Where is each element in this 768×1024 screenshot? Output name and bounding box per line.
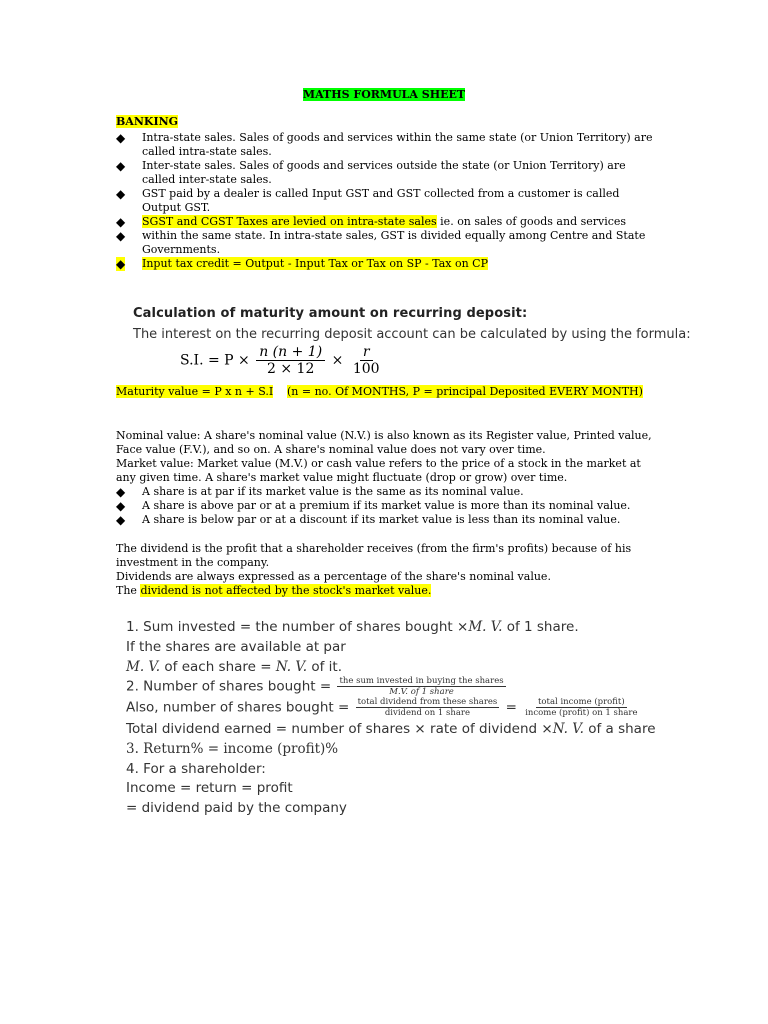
formula-par-note: If the shares are available at par: [126, 639, 346, 655]
diamond-bullet-icon: ◆: [116, 159, 126, 173]
dividend-paragraph: The dividend is the profit that a shareholder receives (from the firm's profits) because of his investment in the company.: [116, 542, 632, 569]
diamond-bullet-icon: ◆: [116, 187, 126, 201]
list-item: ◆ A share is at par if its market value is the same as its nominal value.: [116, 485, 524, 499]
diamond-bullet-icon: ◆: [116, 131, 126, 145]
fraction: [350, 344, 383, 377]
dividend-market-line: The dividend is not affected by the stock's market value.: [116, 584, 432, 597]
maturity-note: (n = no. Of MONTHS, P = principal Deposited EVERY MONTH): [287, 385, 643, 398]
fraction: [256, 344, 325, 377]
list-item: ◆ A share is above par or at a premium if its market value is more than its nominal value.: [116, 499, 631, 513]
diamond-bullet-icon: ◆: [116, 485, 126, 499]
formula-mv-equals-nv: M. V. of each share = N. V. of it.: [126, 659, 343, 675]
maturity-formula: Maturity value = P x n + S.I: [116, 385, 274, 398]
list-item: ◆ A share is below par or at a discount if its market value is less than its nominal value.: [116, 513, 621, 527]
banking-bullet-list: [116, 131, 656, 271]
page-title: MATHS FORMULA SHEET: [302, 88, 466, 101]
diamond-bullet-icon: ◆: [116, 215, 126, 229]
rd-heading: Calculation of maturity amount on recurring deposit:: [133, 306, 528, 321]
dividend-percentage-line: Dividends are always expressed as a percentage of the share's nominal value.: [116, 570, 551, 583]
list-item: ◆ Inter-state sales. Sales of goods and services outside the state (or Union Territory) are called inter-state sales.: [116, 159, 626, 186]
diamond-bullet-icon: ◆: [116, 229, 126, 243]
formula-total-dividend: Total dividend earned = number of shares × rate of dividend ×N. V. of a share: [126, 721, 656, 737]
diamond-bullet-icon: ◆: [116, 257, 126, 271]
par-bullet-list: [116, 485, 656, 527]
fraction: $\frac{\text{the sum invested in buying the shares}}{\text{M.V. of 1 share}}$: [339, 676, 504, 697]
formula-shares-bought-alt: Also, number of shares bought = $\frac{\text{total dividend from these shares}}{\text{dividend on 1 share}}$ = $\frac{\text{total income (profit)}}{\text{income (profit) on 1 share}}$: [126, 697, 638, 718]
fraction-denominator: 2 × 12: [267, 361, 315, 377]
si-lhs: S.I. = P ×: [180, 352, 250, 369]
fraction-numerator: n (n + 1): [256, 344, 325, 361]
list-item: ◆ Intra-state sales. Sales of goods and services within the same state (or Union Territory) are called intra-state sales.: [116, 131, 653, 158]
si-formula: [180, 344, 385, 377]
list-item: ◆ within the same state. In intra-state sales, GST is divided equally among Centre and State Governments.: [116, 229, 646, 256]
diamond-bullet-icon: ◆: [116, 499, 126, 513]
section-heading-banking: BANKING: [116, 115, 179, 128]
diamond-bullet-icon: ◆: [116, 513, 126, 527]
fraction: $\frac{\text{total income (profit)}}{\text{income (profit) on 1 share}}$: [525, 697, 638, 718]
fraction: $\frac{\text{total dividend from these shares}}{\text{dividend on 1 share}}$: [357, 697, 498, 718]
formula-shares-bought: 2. Number of shares bought = $\frac{\text{the sum invested in buying the shares}}{\text{M.V. of 1 share}}$: [126, 676, 504, 697]
nominal-value-paragraph: Nominal value: A share's nominal value (N.V.) is also known as its Register value, Printed value, Face value (F.V.), and so on. A share's nominal value does not vary over time.: [116, 429, 652, 456]
rd-description: The interest on the recurring deposit account can be calculated by using the formula:: [133, 327, 691, 342]
fraction-denominator: 100: [352, 361, 380, 377]
times-sign: ×: [331, 352, 344, 369]
market-value-paragraph: Market value: Market value (M.V.) or cash value refers to the price of a stock in the market at any given time. A share's market value might fluctuate (drop or grow) over time.: [116, 457, 641, 484]
formula-income: Income = return = profit: [126, 780, 293, 796]
list-item: ◆ GST paid by a dealer is called Input GST and GST collected from a customer is called Output GST.: [116, 187, 620, 214]
formula-return: 3. Return% = income (profit)%: [126, 741, 339, 757]
fraction-numerator: r: [360, 344, 373, 361]
formula-sum-invested: 1. Sum invested = the number of shares bought ×M. V. of 1 share.: [126, 619, 579, 635]
formula-dividend-paid: = dividend paid by the company: [126, 800, 347, 816]
formula-shareholder: 4. For a shareholder:: [126, 761, 266, 777]
list-item: ◆ SGST and CGST Taxes are levied on intra-state sales ie. on sales of goods and services: [116, 215, 627, 229]
list-item: ◆ Input tax credit = Output - Input Tax or Tax on SP - Tax on CP: [116, 257, 488, 271]
